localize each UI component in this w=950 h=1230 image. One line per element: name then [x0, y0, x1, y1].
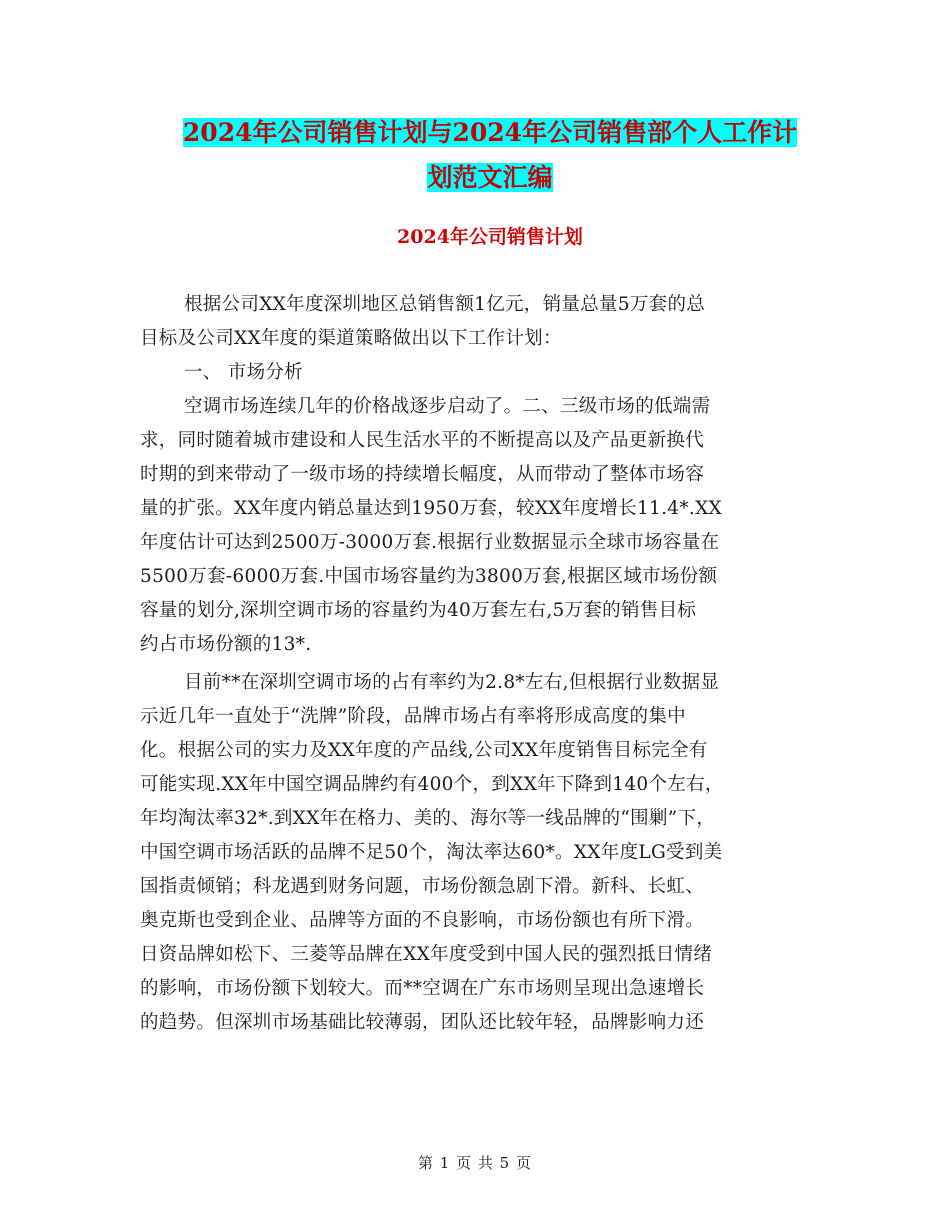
paragraph [140, 356, 820, 390]
paragraph-line: 一、 市场分析 [184, 362, 303, 383]
paragraph-line: 根据公司XX年度深圳地区总销售额1亿元，销量总量5万套的总 [184, 294, 706, 315]
page-footer: 第 1 页 共 5 页 [418, 1154, 532, 1172]
paragraph-line: 目前**在深圳空调市场的占有率约为2.8*左右,但根据行业数据显 [184, 672, 720, 693]
paragraph-line: 中国空调市场活跃的品牌不足50个，淘汰率达60*。XX年度LG受到美 [140, 842, 723, 863]
paragraph-line: 国指责倾销；科龙遇到财务问题，市场份额急剧下滑。新科、长虹、 [140, 876, 705, 897]
body-text [140, 288, 820, 1040]
paragraph-line: 奥克斯也受到企业、品牌等方面的不良影响，市场份额也有所下滑。 [140, 910, 705, 931]
paragraph-line: 求，同时随着城市建设和人民生活水平的不断提高以及产品更新换代 [140, 430, 705, 451]
paragraph-line: 可能实现.XX年中国空调品牌约有400个，到XX年下降到140个左右， [140, 774, 724, 795]
paragraph-line: 年均淘汰率32*.到XX年在格力、美的、海尔等一线品牌的“围剿”下， [140, 808, 716, 829]
document-title [140, 110, 840, 200]
paragraph-line: 目标及公司XX年度的渠道策略做出以下工作计划： [140, 328, 562, 349]
document-title-line-2: 划范文汇编 [427, 163, 553, 192]
paragraph [140, 666, 820, 1040]
paragraph [140, 288, 820, 356]
paragraph-line: 的影响，市场份额下划较大。而**空调在广东市场则呈现出急速增长 [140, 978, 705, 999]
paragraph-line: 化。根据公司的实力及XX年度的产品线,公司XX年度销售目标完全有 [140, 740, 708, 761]
section-title: 2024年公司销售计划 [397, 226, 583, 248]
paragraph-line: 量的扩张。XX年度内销总量达到1950万套，较XX年度增长11.4*.XX [140, 498, 723, 519]
document-title-line-1: 2024年公司销售计划与2024年公司销售部个人工作计 [182, 118, 798, 147]
paragraph-line: 5500万套-6000万套.中国市场容量约为3800万套,根据区域市场份额 [140, 566, 718, 587]
paragraph [140, 390, 820, 662]
paragraph-line: 空调市场连续几年的价格战逐步启动了。二、三级市场的低端需 [184, 396, 711, 417]
paragraph-line: 的趋势。但深圳市场基础比较薄弱，团队还比较年轻，品牌影响力还 [140, 1012, 705, 1033]
paragraph-line: 示近几年一直处于“洗牌”阶段，品牌市场占有率将形成高度的集中 [140, 706, 686, 727]
paragraph-line: 日资品牌如松下、三菱等品牌在XX年度受到中国人民的强烈抵日情绪 [140, 944, 713, 965]
paragraph-line: 年度估计可达到2500万-3000万套.根据行业数据显示全球市场容量在 [140, 532, 720, 553]
paragraph-line: 约占市场份额的13*. [140, 634, 312, 655]
paragraph-line: 容量的划分,深圳空调市场的容量约为40万套左右,5万套的销售目标 [140, 600, 697, 621]
paragraph-line: 时期的到来带动了一级市场的持续增长幅度，从而带动了整体市场容 [140, 464, 705, 485]
